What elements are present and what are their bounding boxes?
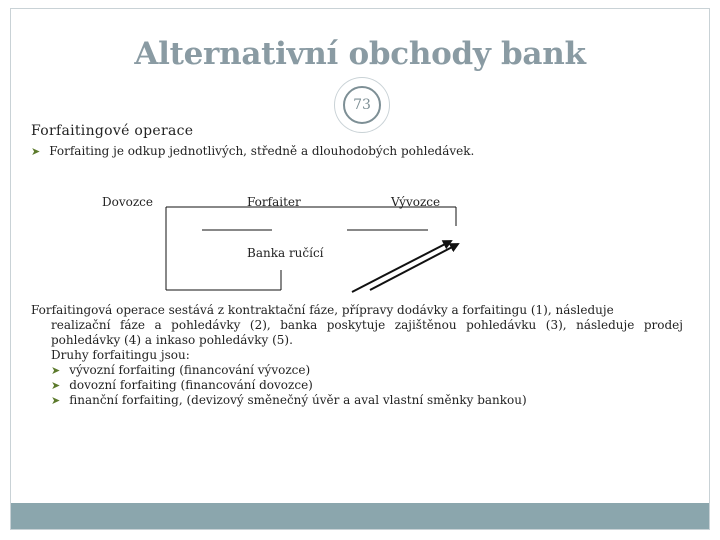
diagram-label-vyvozce: Vývozce xyxy=(391,195,441,209)
definition-text: Forfaiting je odkup jednotlivých, středně a dlouhodobých pohledávek. xyxy=(49,144,475,158)
list-item: ➤ dovozní forfaiting (financování dovozce) xyxy=(51,378,313,392)
list-item: ➤ vývozní forfaiting (financování vývozce) xyxy=(51,363,311,377)
paragraph-first-line: Forfaitingová operace sestává z kontraktační fáze, přípravy dodávky a forfaitingu (1), následuje xyxy=(31,303,614,317)
diagram-label-banka: Banka ručící xyxy=(247,246,324,260)
diagram-arrow-1 xyxy=(352,241,451,292)
types-heading: Druhy forfaitingu jsou: xyxy=(51,348,190,362)
paragraph-continuation: realizační fáze a pohledávky (2), banka poskytuje zajištěnou pohledávku (3), následuje prodej pohledávky (4) a inkaso pohledávky (5). xyxy=(51,318,683,347)
arrowhead-bullet-icon: ➤ xyxy=(51,394,61,407)
arrowhead-bullet-icon: ➤ xyxy=(51,379,61,392)
arrowhead-bullet-icon: ➤ xyxy=(51,364,61,377)
section-heading: Forfaitingové operace xyxy=(31,123,194,139)
arrowhead-bullet-icon: ➤ xyxy=(31,145,41,158)
slide-title: Alternativní obchody bank xyxy=(134,36,586,72)
diagram-arrow-2 xyxy=(370,244,458,290)
diagram-label-dovozce: Dovozce xyxy=(102,195,153,209)
page-number: 73 xyxy=(343,86,381,124)
list-item: ➤ finanční forfaiting, (devizový směnečný úvěr a aval vlastní směnky bankou) xyxy=(51,393,527,407)
diagram-label-forfaiter: Forfaiter xyxy=(247,195,301,209)
description-block xyxy=(31,303,683,408)
